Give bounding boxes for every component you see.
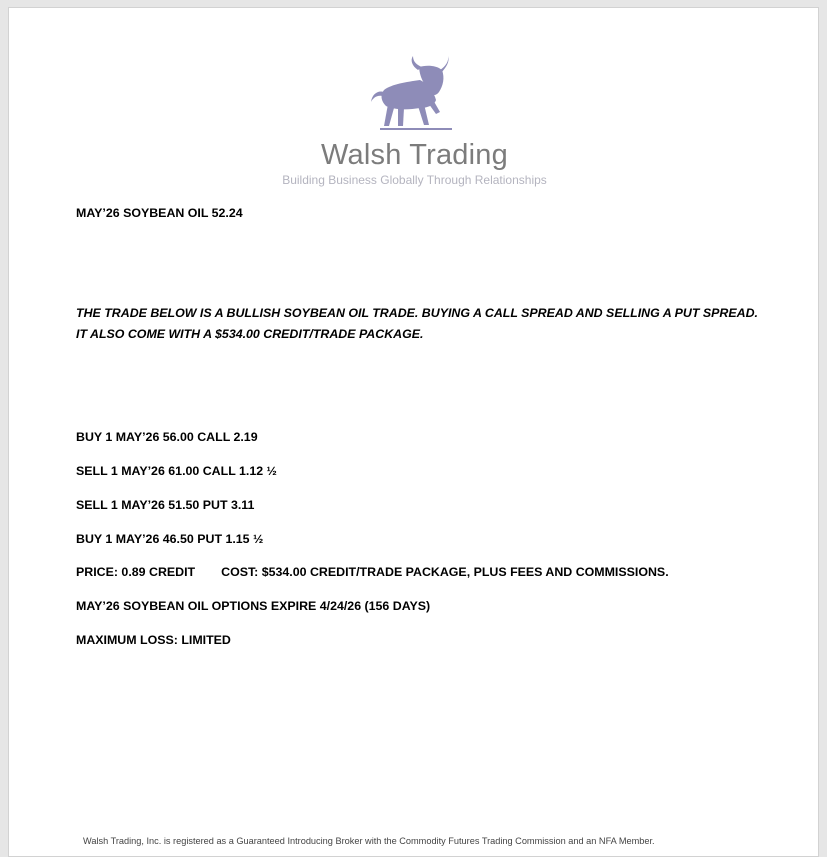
- cost-text: COST: $534.00 CREDIT/TRADE PACKAGE, PLUS FEES AND COMMISSIONS.: [221, 565, 669, 579]
- company-logo: [9, 56, 820, 188]
- trade-leg-1: BUY 1 MAY’26 56.00 CALL 2.19: [76, 430, 258, 444]
- bull-logo-icon: [366, 56, 464, 132]
- trade-description: THE TRADE BELOW IS A BULLISH SOYBEAN OIL TRADE. BUYING A CALL SPREAD AND SELLING A PUT SPREAD. IT ALSO COME WITH A $534.00 CREDIT/TRADE PACKAGE.: [76, 306, 758, 341]
- headline: MAY’26 SOYBEAN OIL 52.24: [76, 206, 243, 220]
- price-text: PRICE: 0.89 CREDIT: [76, 565, 196, 579]
- price-cost-line: [76, 565, 669, 579]
- brand-name: Walsh Trading: [321, 139, 508, 171]
- footer-disclaimer: Walsh Trading, Inc. is registered as a Guaranteed Introducing Broker with the Commodity Futures Trading Commission and an NFA Member.: [83, 836, 655, 846]
- trade-leg-3: SELL 1 MAY’26 51.50 PUT 3.11: [76, 498, 255, 512]
- trade-leg-2: SELL 1 MAY’26 61.00 CALL 1.12 ½: [76, 464, 277, 478]
- document-page: [8, 7, 819, 857]
- trade-leg-4: BUY 1 MAY’26 46.50 PUT 1.15 ½: [76, 532, 264, 546]
- brand-tagline: Building Business Globally Through Relationships: [282, 173, 547, 187]
- expiry-line: MAY’26 SOYBEAN OIL OPTIONS EXPIRE 4/24/26 (156 DAYS): [76, 599, 431, 613]
- max-loss-line: MAXIMUM LOSS: LIMITED: [76, 633, 231, 647]
